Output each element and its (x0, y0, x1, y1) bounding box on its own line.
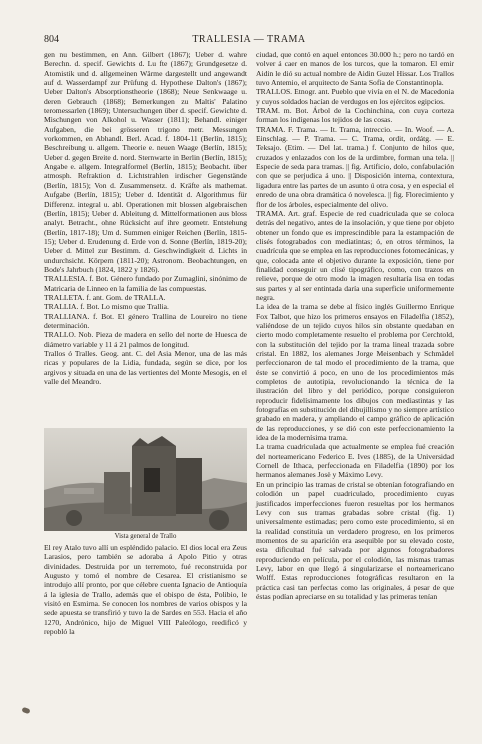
ink-blot (21, 707, 30, 714)
trama-history-paragraph: La idea de la trama se debe al físico inglés Guillermo Enrique Fox Talbot, que hizo los primeros ensayos en Filadelfia (1852), valiéndose de un tejido cuyos hilos sin obstante quedaban en cierto modo completamente resuelto el problema por Cerchtold, con la substitución del tejido por la trama lineal trazada sobre cristal. En 1882, los alemanes Jorge Meisenbach y Schmädel perfeccionaron de tal modo el procedimiento de la trama, que éste se convirtió á poco, en uno de los procedimientos más completos de autotipia, revolucionando la técnica de la ilustración del libro y del periódico, porque consiguieron reproducir fidelísimamente los dibujos con mediastintas y las fotografías en substitución del dibujillismo y no siempre artístico grabado en madera, y ampliando el campo gráfico de aplicación de las reproducciones, y se dió con este perfeccionamiento la idea de la modernísima trama. (256, 302, 454, 443)
ruins-photograph (44, 428, 247, 531)
entry-tralleta: TRALLETA. f. ant. Gom. de TRALLA. (44, 292, 166, 302)
left-column-continued (44, 543, 247, 636)
entry-trama-graphic-arts: TRAMA. Art. graf. Especie de red cuadriculada que se coloca detrás del negativo, antes de la insolación, y que tiene por objeto obtener un fondo que es imprescindible para la estampación de clisés fotograbados con mediatintas; ó, en otros términos, la cuadrícula que se emplea en las reproducciones fotomecánicas, y que, colocada ante el objetivo durante la exposición, tiene por finalidad conseguir un clisé tipográfico, como, con trazos en relieve, porque de otro modo la imagen resultaría lisa en todas sus partes y al ser entintada daría una superficie uniformemente negra. (256, 208, 454, 302)
entry-tralliana: TRALLIANA. f. Bot. El género Trallina de Loureiro no tiene determinación. (44, 311, 247, 330)
page-title: TRALLESIA — TRAMA (192, 34, 306, 45)
trallos-history-paragraph: El rey Atalo tuvo allí un espléndido palacio. El dios local era Zeus Larasios, pero también se adoraba á Apolo Pitio y otras divinidades. Destruida por un terremoto, fué reconstruida por Augusto y tomó el nombre de Cesarea. El cristianismo se introdujo allí pronto, por que célebre cuenta Ignacio de Antioquía á la iglesia de Trallo, además que el obispo de ésta, Polibio, le visitó en Esmirna. Se conocen los nombres de varios obispos y la sede apuesta se transfirió y tuvo la de Sardes en 553. Hacia el año 1270, Andrónico, hijo de Miguel VIII Paleólogo, reedificó y repobló la (44, 543, 247, 637)
page-number: 804 (44, 34, 59, 45)
entry-trallia: TRALLIA. f. Bot. Lo mismo que Trallia. (44, 302, 169, 312)
left-column (44, 50, 247, 386)
ruins-illustration (44, 428, 247, 531)
entry-trallesia-biography-end: gen nu bestimmen, en Ann. Gilbert (1867); Ueber d. wahre Berechn. d. specif. Gewichts d. Lu fte (1867); Grundgesetze d. Atomistik und d. allgemeinen Wärme dargestellt und angewandt auf d. Wasserdampf zur Prüfung d. Hypothese Dalton's (1867); Ueber Dalton's Absorptionstheorie (1868); Neue Senkwaage u. deren Gebrauch (1868); Bemerkungen zu Maltis' Palatino teromessarlen (1869); Untersuchungen über d. specif. Gewichte d. Mischungen von Alkohol u. Wasser (1811); Behandl. einiger Aufgaben, die bei grösseren trigono metr. Messungen vorkommen, en Abhandl. Berl. Acad. f. 1804-11 (Berlín, 1815); Beschreibung u. allgem. Theorie e. neuen Waage (Berlín, 1815); Ueber d. gegen Breite d. nord. Sternwarte in Berlin (Berlín, 1815); Angabe e. allgem. Integralformel (Berlín, 1815); Beobacht. über atmosph. Refraktion d. Lichtstrahlen irdischer Gegenstände (Berlín, 1815); Von d. Zusammensetz. d. Kräfte als mathemat. Aufgabe (Berlín, 1815); Ueber d. Identität d. Algorithmus für Differenz. integral u. abl. Operationen mit blossen algebraischen (Berlín, 1815); Ueber d. Ableitung d. Mittelformationen aus bloss analyt. Betracht., ohne Rücksicht auf ihre geometr. Entstehung (Berlín, 1817-18); Um d. Summen einiger Reichen (Berlín, 1815-15); Ueber d. Erudenung d. Erde von d. Sonne (Berlín, 1819-20); Ueber d. Mittel zur Bestimm. d. Geschwindigkeit d. Lichts in undurchsicht. Körpern (1811-20); Astronom. Beobachtungen, en Bode's Jahrbuch (1824, 1822 y 1826). (44, 50, 247, 274)
entry-trallesia: TRALLESIA. f. Bot. Género fundado por Zumaglini, sinónimo de Matricaria de Linneo en la familia de las compuestas. (44, 274, 247, 293)
trama-levy-paragraph: En un principio las tramas de cristal se obtenían fotografiando en colodión un papel cuadriculado, procedimiento cuyas justificados imperfecciones fueron resueltas por los hermanos Levy con sus tramas grabadas sobre cristal (fig. 1) universalmente estimadas; pero como este procedimiento, si en la realidad constituía un verdadero progreso, en los primeros momentos de su aparición era asequible por su elevado coste, esta dificultad fué salvada por algunos fotograbadores reproduciendo en película, por el colodión, las mismas tramas Levy, labor en que llegó á singularizarse el norteamericano Wolff. Estas reproducciones fotográficas resultaron en la práctica casi tan perfectas como las originales, á pesar de que éstas podían apreciarse en su totalidad y las primeras tenían (256, 479, 454, 601)
right-column (256, 50, 454, 601)
entry-trallos-ethnography: TRALLOS. Etnogr. ant. Pueblo que vivía en el N. de Macedonia y cuyos soldados hacían de verdugos en los ejércitos egipcios. (256, 87, 454, 106)
running-header (44, 34, 454, 46)
entry-trallo: TRALLO. Nob. Pieza de madera en sello del norte de Huesca de diámetro variable y 11 á 21 palmos de longitud. (44, 330, 247, 349)
trama-ives-paragraph: La trama cuadriculada que actualmente se emplea fué creación del norteamericano Federico E. Ives (1885), de la Universidad Cornell de Ithaca, perfeccionada en Filadelfia (1890) por los hermanos alemanes Josè y Máximo Levy. (256, 442, 454, 480)
entry-trama: TRAMA. F. Trama. — It. Trama, intreccio. — In. Woof. — A. Einschlag. — P. Trama. — C. Trama, ordit, ordátg. — E. Teksajo. (Etim. — Del lat. trama.) f. Conjunto de hilos que, cruzados y enlazados con los de la urdimbre, forman una tela. || Especie de seda para tramas. || fig. Artificio, dolo, confabulación con que se perjudica á uno. || Disposición interna, contextura, ligadura entre las partes de un asunto ú otra cosa, y en especial el enredo de una obra dramática ó novelesca. || fig. Florecimiento y flor de los árboles, especialmente del olivo. (256, 124, 454, 209)
entry-tram: TRAM. m. Bot. Árbol de la Cochinchina, con cuya corteza forman los indígenas los tejidos de las cosas. (256, 106, 454, 125)
entry-trallos-geography: Trallos ó Tralles. Geog. ant. C. del Asia Menor, una de las más ricas y populares de la Lidia, fundada, según se dice, por los argivos y situada en una de las vertientes del Monte Mesogis, en el valle del Meandro. (44, 349, 247, 387)
trallos-history-continued: ciudad, que contó en aquel entonces 30.000 h.; pero no tardó en volver á caer en manos de los turcos, que la tomaron. El emir Aidin le dió su actual nombre de Aidin Guzel Hissar. Los Trallos tuvo Antemio, el arquitecto de Santa Sofía de Constantinopla. (256, 50, 454, 88)
photo-caption: Vista general de Trallo (114, 533, 177, 540)
